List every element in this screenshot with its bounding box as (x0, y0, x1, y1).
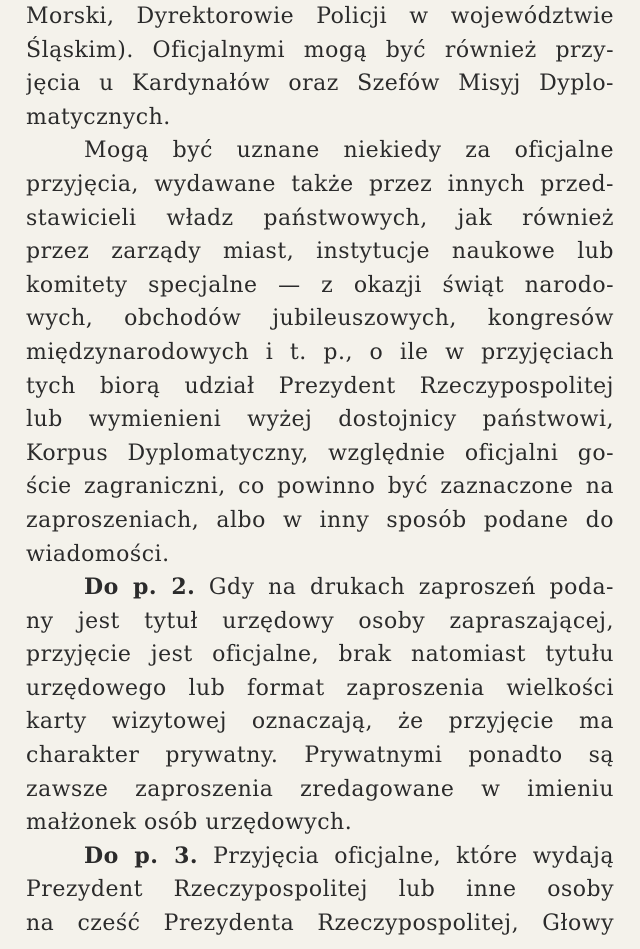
text-line: Prezydent Rzeczypospolitej lub inne osoby (26, 877, 614, 903)
text-line: jęcia u Kardynałów oraz Szefów Misyj Dyplo- (26, 71, 614, 97)
text-line: karty wizytowej oznaczają, że przyjęcie ma (26, 709, 614, 735)
text-line: małżonek osób urzędowych. (26, 810, 353, 836)
text-line: ście zagraniczni, co powinno być zaznaczone na (26, 474, 614, 500)
text-line: zaproszeniach, albo w inny sposób podane do (26, 507, 614, 533)
text-line: Mogą być uznane niekiedy za oficjalne (84, 138, 614, 164)
text-line: lub wymienieni wyżej dostojnicy państwowi, (26, 407, 614, 433)
text-span: Gdy na drukach zaproszeń poda- (208, 575, 614, 601)
text-line: wiadomości. (26, 541, 170, 567)
text-line: matycznych. (26, 104, 171, 130)
text-line: na cześć Prezydenta Rzeczypospolitej, Głowy (26, 911, 614, 937)
text-line: urzędowego lub format zaproszenia wielkości (26, 675, 614, 701)
text-line (26, 571, 614, 605)
page-text (26, 0, 614, 941)
text-line: ny jest tytuł urzędowy osoby zapraszającej, (26, 608, 614, 634)
text-line: Korpus Dyplomatyczny, względnie oficjalni go- (26, 440, 614, 466)
text-line: charakter prywatny. Prywatnymi ponadto są (26, 743, 614, 769)
section-heading: Do p. 3. (84, 842, 199, 869)
text-line: przyjęcie jest oficjalne, brak natomiast tytułu (26, 642, 614, 668)
text-line: wych, obchodów jubileuszowych, kongresów (26, 306, 614, 332)
text-line: przez zarządy miast, instytucje naukowe lub (26, 239, 614, 265)
text-line: stawicieli władz państwowych, jak również (26, 205, 614, 231)
text-line (26, 840, 614, 874)
text-span: Przyjęcia oficjalne, które wydają (213, 843, 614, 869)
text-line: komitety specjalne — z okazji świąt narodo- (26, 272, 614, 298)
text-line: przyjęcia, wydawane także przez innych przed- (26, 171, 614, 197)
text-line: Morski, Dyrektorowie Policji w województwie (26, 4, 614, 29)
text-line: Śląskim). Oficjalnymi mogą być również przy- (26, 37, 614, 63)
text-line: tych biorą udział Prezydent Rzeczypospolitej (26, 373, 614, 399)
text-line: międzynarodowych i t. p., o ile w przyjęciach (26, 339, 614, 365)
text-line: zawsze zaproszenia zredagowane w imieniu (26, 776, 614, 802)
section-heading: Do p. 2. (84, 574, 196, 601)
